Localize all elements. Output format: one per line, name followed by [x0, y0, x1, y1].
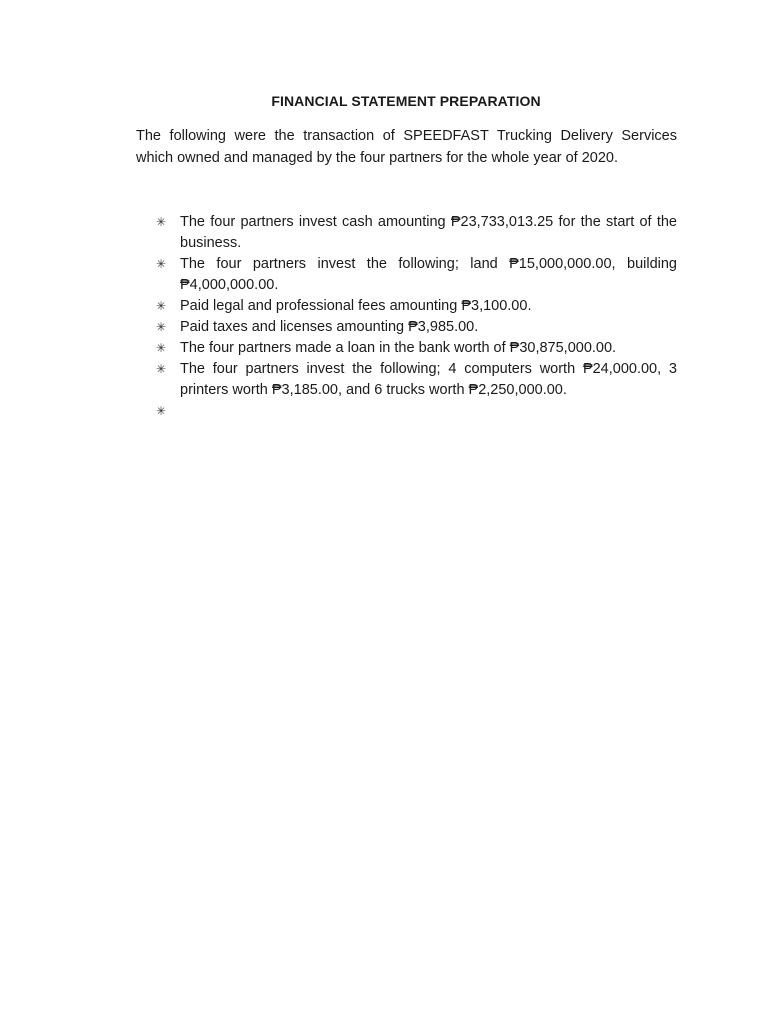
- list-item: [156, 317, 677, 338]
- list-item-text: Paid taxes and licenses amounting ₱3,985.00.: [180, 319, 479, 335]
- asterisk-bullet-icon: ✳: [156, 299, 167, 313]
- asterisk-bullet-icon: ✳: [156, 341, 167, 355]
- list-item: [156, 212, 677, 254]
- list-item: [156, 359, 677, 401]
- list-item-text: The four partners invest the following; 4 computers worth ₱24,000.00, 3 printers worth ₱3,185.00, and 6 trucks worth ₱2,250,000.00.: [180, 361, 677, 398]
- list-item: [156, 296, 677, 317]
- list-item: [156, 401, 677, 422]
- asterisk-bullet-icon: ✳: [156, 320, 167, 334]
- list-item: [156, 338, 677, 359]
- intro-paragraph: The following were the transaction of SPEEDFAST Trucking Delivery Services which owned and managed by the four partners for the whole year of 2020.: [136, 128, 677, 166]
- list-item-text: The four partners made a loan in the bank worth of ₱30,875,000.00.: [180, 340, 617, 356]
- list-item-text: Paid legal and professional fees amounting ₱3,100.00.: [180, 298, 532, 314]
- asterisk-bullet-icon: ✳: [156, 362, 167, 376]
- asterisk-bullet-icon: ✳: [156, 257, 167, 271]
- list-item-text: [180, 403, 184, 419]
- asterisk-bullet-icon: ✳: [156, 404, 167, 418]
- asterisk-bullet-icon: ✳: [156, 215, 167, 229]
- list-item-text: The four partners invest cash amounting ₱23,733,013.25 for the start of the business.: [180, 214, 677, 251]
- list-item: [156, 254, 677, 296]
- document-title: FINANCIAL STATEMENT PREPARATION: [271, 93, 541, 109]
- transaction-list: [156, 212, 677, 422]
- list-item-text: The four partners invest the following; land ₱15,000,000.00, building ₱4,000,000.00.: [180, 256, 677, 293]
